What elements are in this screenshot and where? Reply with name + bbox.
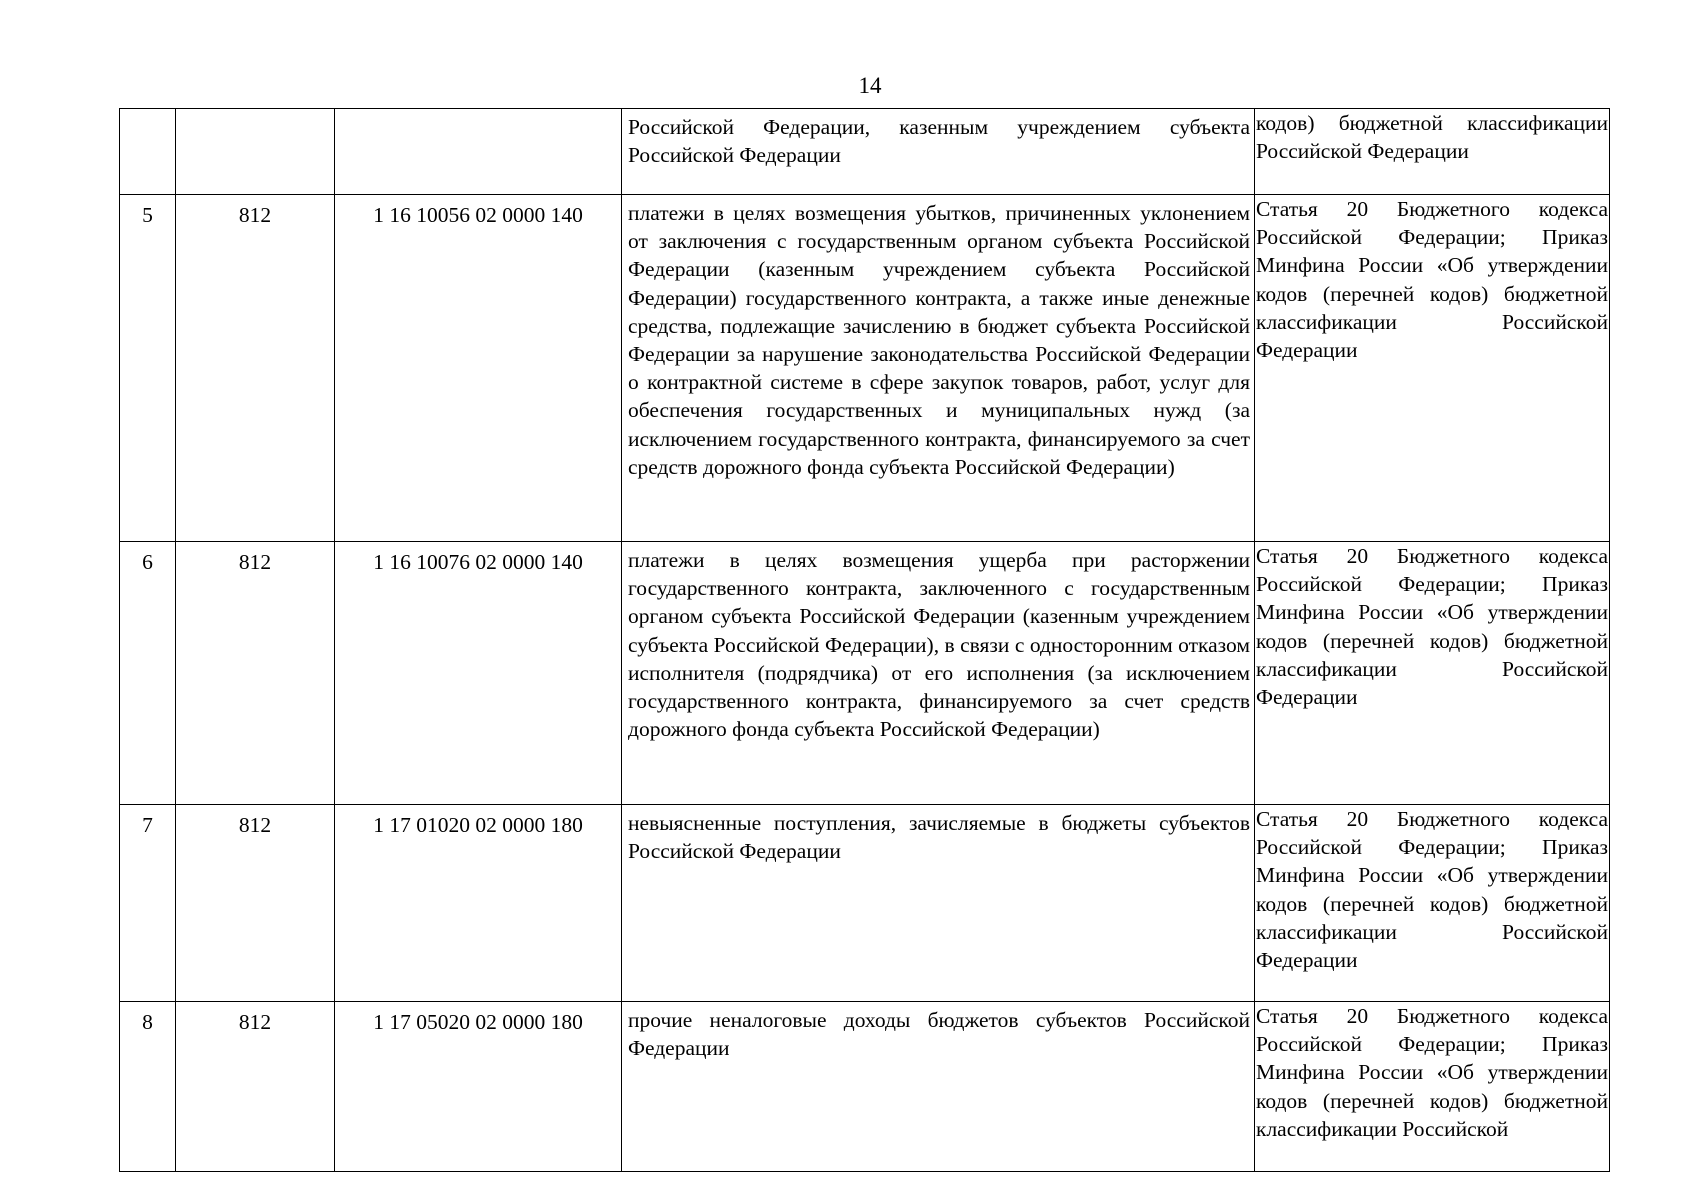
legal-basis-text: Статья 20 Бюджетного кодекса Российской Федерации; Приказ Минфина России «Об утверждении кодов (перечней кодов) бюджетной классификации Российской Федерации	[1256, 544, 1608, 710]
legal-basis-cell	[1255, 805, 1610, 1002]
admin-code-cell: 812	[176, 1002, 335, 1172]
legal-basis-cell	[1255, 542, 1610, 805]
admin-code-cell: 812	[176, 195, 335, 542]
description-text: платежи в целях возмещения убытков, причиненных уклонением от заключения с государственным органом субъекта Российской Федерации (казенным учреждением субъекта Российской Федерации) государственного контракта, а также иные денежные средства, подлежащие зачислению в бюджет субъекта Российской Федерации за нарушение законодательства Российской Федерации о контрактной системе в сфере закупок товаров, работ, услуг для обеспечения государственных и муниципальных нужд (за исключением государственного контракта, финансируемого за счет средств дорожного фонда субъекта Российской Федерации)	[628, 201, 1250, 479]
row-number-cell	[120, 109, 176, 195]
description-text: прочие неналоговые доходы бюджетов субъектов Российской Федерации	[628, 1008, 1250, 1061]
row-number-cell: 5	[120, 195, 176, 542]
page-number: 14	[858, 73, 882, 98]
row-number-cell: 8	[120, 1002, 176, 1172]
description-cell	[622, 805, 1255, 1002]
table-row	[120, 109, 1610, 195]
admin-code-cell: 812	[176, 542, 335, 805]
description-text: платежи в целях возмещения ущерба при расторжении государственного контракта, заключенного с государственным органом субъекта Российской Федерации (казенным учреждением субъекта Российской Федерации), в связи с односторонним отказом исполнителя (подрядчика) от его исполнения (за исключением государственного контракта, финансируемого за счет средств дорожного фонда субъекта Российской Федерации)	[628, 548, 1250, 742]
description-cell	[622, 195, 1255, 542]
description-cell	[622, 542, 1255, 805]
legal-basis-cell	[1255, 109, 1610, 195]
row-number-cell: 6	[120, 542, 176, 805]
legal-basis-text: Статья 20 Бюджетного кодекса Российской Федерации; Приказ Минфина России «Об утверждении кодов (перечней кодов) бюджетной классификации Российской	[1256, 1004, 1608, 1141]
table-row	[120, 542, 1610, 805]
description-text: Российской Федерации, казенным учреждением субъекта Российской Федерации	[628, 115, 1250, 168]
admin-code-cell: 812	[176, 805, 335, 1002]
kbk-code-cell: 1 17 05020 02 0000 180	[335, 1002, 622, 1172]
table-row	[120, 1002, 1610, 1172]
description-cell	[622, 1002, 1255, 1172]
income-sources-table	[119, 108, 1610, 1172]
row-number-cell: 7	[120, 805, 176, 1002]
kbk-code-cell: 1 17 01020 02 0000 180	[335, 805, 622, 1002]
legal-basis-text: Статья 20 Бюджетного кодекса Российской Федерации; Приказ Минфина России «Об утверждении кодов (перечней кодов) бюджетной классификации Российской Федерации	[1256, 197, 1608, 363]
legal-basis-text: Статья 20 Бюджетного кодекса Российской Федерации; Приказ Минфина России «Об утверждении кодов (перечней кодов) бюджетной классификации Российской Федерации	[1256, 807, 1608, 973]
description-text: невыясненные поступления, зачисляемые в бюджеты субъектов Российской Федерации	[628, 811, 1250, 864]
table-row	[120, 805, 1610, 1002]
description-cell	[622, 109, 1255, 195]
legal-basis-cell	[1255, 1002, 1610, 1172]
kbk-code-cell: 1 16 10076 02 0000 140	[335, 542, 622, 805]
kbk-code-cell	[335, 109, 622, 195]
table-row	[120, 195, 1610, 542]
legal-basis-text: кодов) бюджетной классификации Российской Федерации	[1256, 111, 1608, 164]
admin-code-cell	[176, 109, 335, 195]
kbk-code-cell: 1 16 10056 02 0000 140	[335, 195, 622, 542]
legal-basis-cell	[1255, 195, 1610, 542]
